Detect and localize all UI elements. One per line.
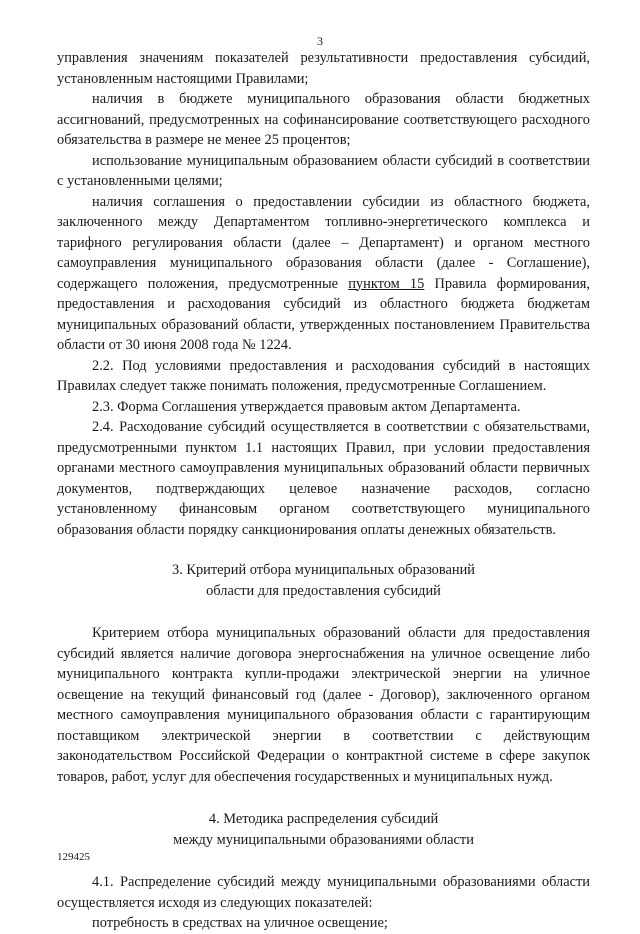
page-number: 3 <box>317 34 323 48</box>
paragraph-selection-criterion: Критерием отбора муниципальных образований области для предоставления субсидий является наличие договора энергоснабжения на уличное освещение либо муниципального контракта купли-продажи электрической энергии на уличное освещение на текущий финансовый год (далее - Договор), заключенного органом местного самоуправления муниципального образования области с гарантирующим поставщиком электрической энергии в соответствии с действующим законодательством Российской Федерации о контрактной системе в сфере закупок товаров, работ, услуг для обеспечения государственных и муниципальных нужд. <box>57 625 590 785</box>
paragraph-lighting-need: потребность в средствах на уличное освещение; <box>92 915 388 931</box>
clause-15-link[interactable]: пунктом 15 <box>348 275 425 292</box>
paragraph-2-2: 2.2. Под условиями предоставления и расходования субсидий в настоящих Правилах следует также понимать положения, предусмотренные Соглашением. <box>57 357 590 394</box>
spacer <box>57 850 590 872</box>
paragraph-2-3: 2.3. Форма Соглашения утверждается правовым актом Департамента. <box>92 398 521 415</box>
section-4-heading-line-2: между муниципальными образованиями области <box>173 831 474 848</box>
spacer <box>57 787 590 809</box>
section-4-heading-line-1: 4. Методика распределения субсидий <box>208 811 439 827</box>
paragraph-2-4: 2.4. Расходование субсидий осуществляется в соответствии с обязательствами, предусмотренными пунктом 1.1 настоящих Правил, при условии предоставления органами местного самоуправления муниципальных образований области первичных документов, подтверждающих целевое назначение расходов, согласно установленному финансовым органом соответствующего муниципального образования области порядку санкционирования оплаты денежных обязательств. <box>57 419 590 538</box>
paragraph-usage: использование муниципальным образованием области субсидий в соответствии с установленными целями; <box>57 152 590 189</box>
paragraph-budget: наличия в бюджете муниципального образования области бюджетных ассигнований, предусмотренных на софинансирование соответствующего расходного обязательства в размере не менее 25 процентов; <box>57 91 590 148</box>
section-3-heading-line-1: 3. Критерий отбора муниципальных образований <box>172 562 475 578</box>
paragraph-results: управления значениям показателей результативности предоставления субсидий, установленным настоящими Правилами; <box>57 50 590 87</box>
spacer <box>57 540 590 560</box>
paragraph-4-1: 4.1. Распределение субсидий между муниципальными образованиями области осуществляется исходя из следующих показателей: <box>57 874 590 911</box>
agreement-text-after: Правила формирования, предоставления и расходования субсидий из областного бюджета бюджетам муниципальных образований области, утвержденных постановлением Правительства области от 30 июня 2008 года № 1224. <box>57 275 590 353</box>
document-code: 129425 <box>57 851 90 863</box>
agreement-text-before: наличия соглашения о предоставлении субсидии из областного бюджета, заключенного между Департаментом топливно-энергетического комплекса и тарифного регулирования области (далее – Департамент) и органом местного самоуправления муниципального образования области (далее - Соглашение), содержащего положения, предусмотренные <box>57 193 590 292</box>
section-3-heading-line-2: области для предоставления субсидий <box>206 582 441 599</box>
document-body <box>57 48 590 934</box>
paragraph-agreement <box>57 192 590 356</box>
spacer <box>57 601 590 623</box>
